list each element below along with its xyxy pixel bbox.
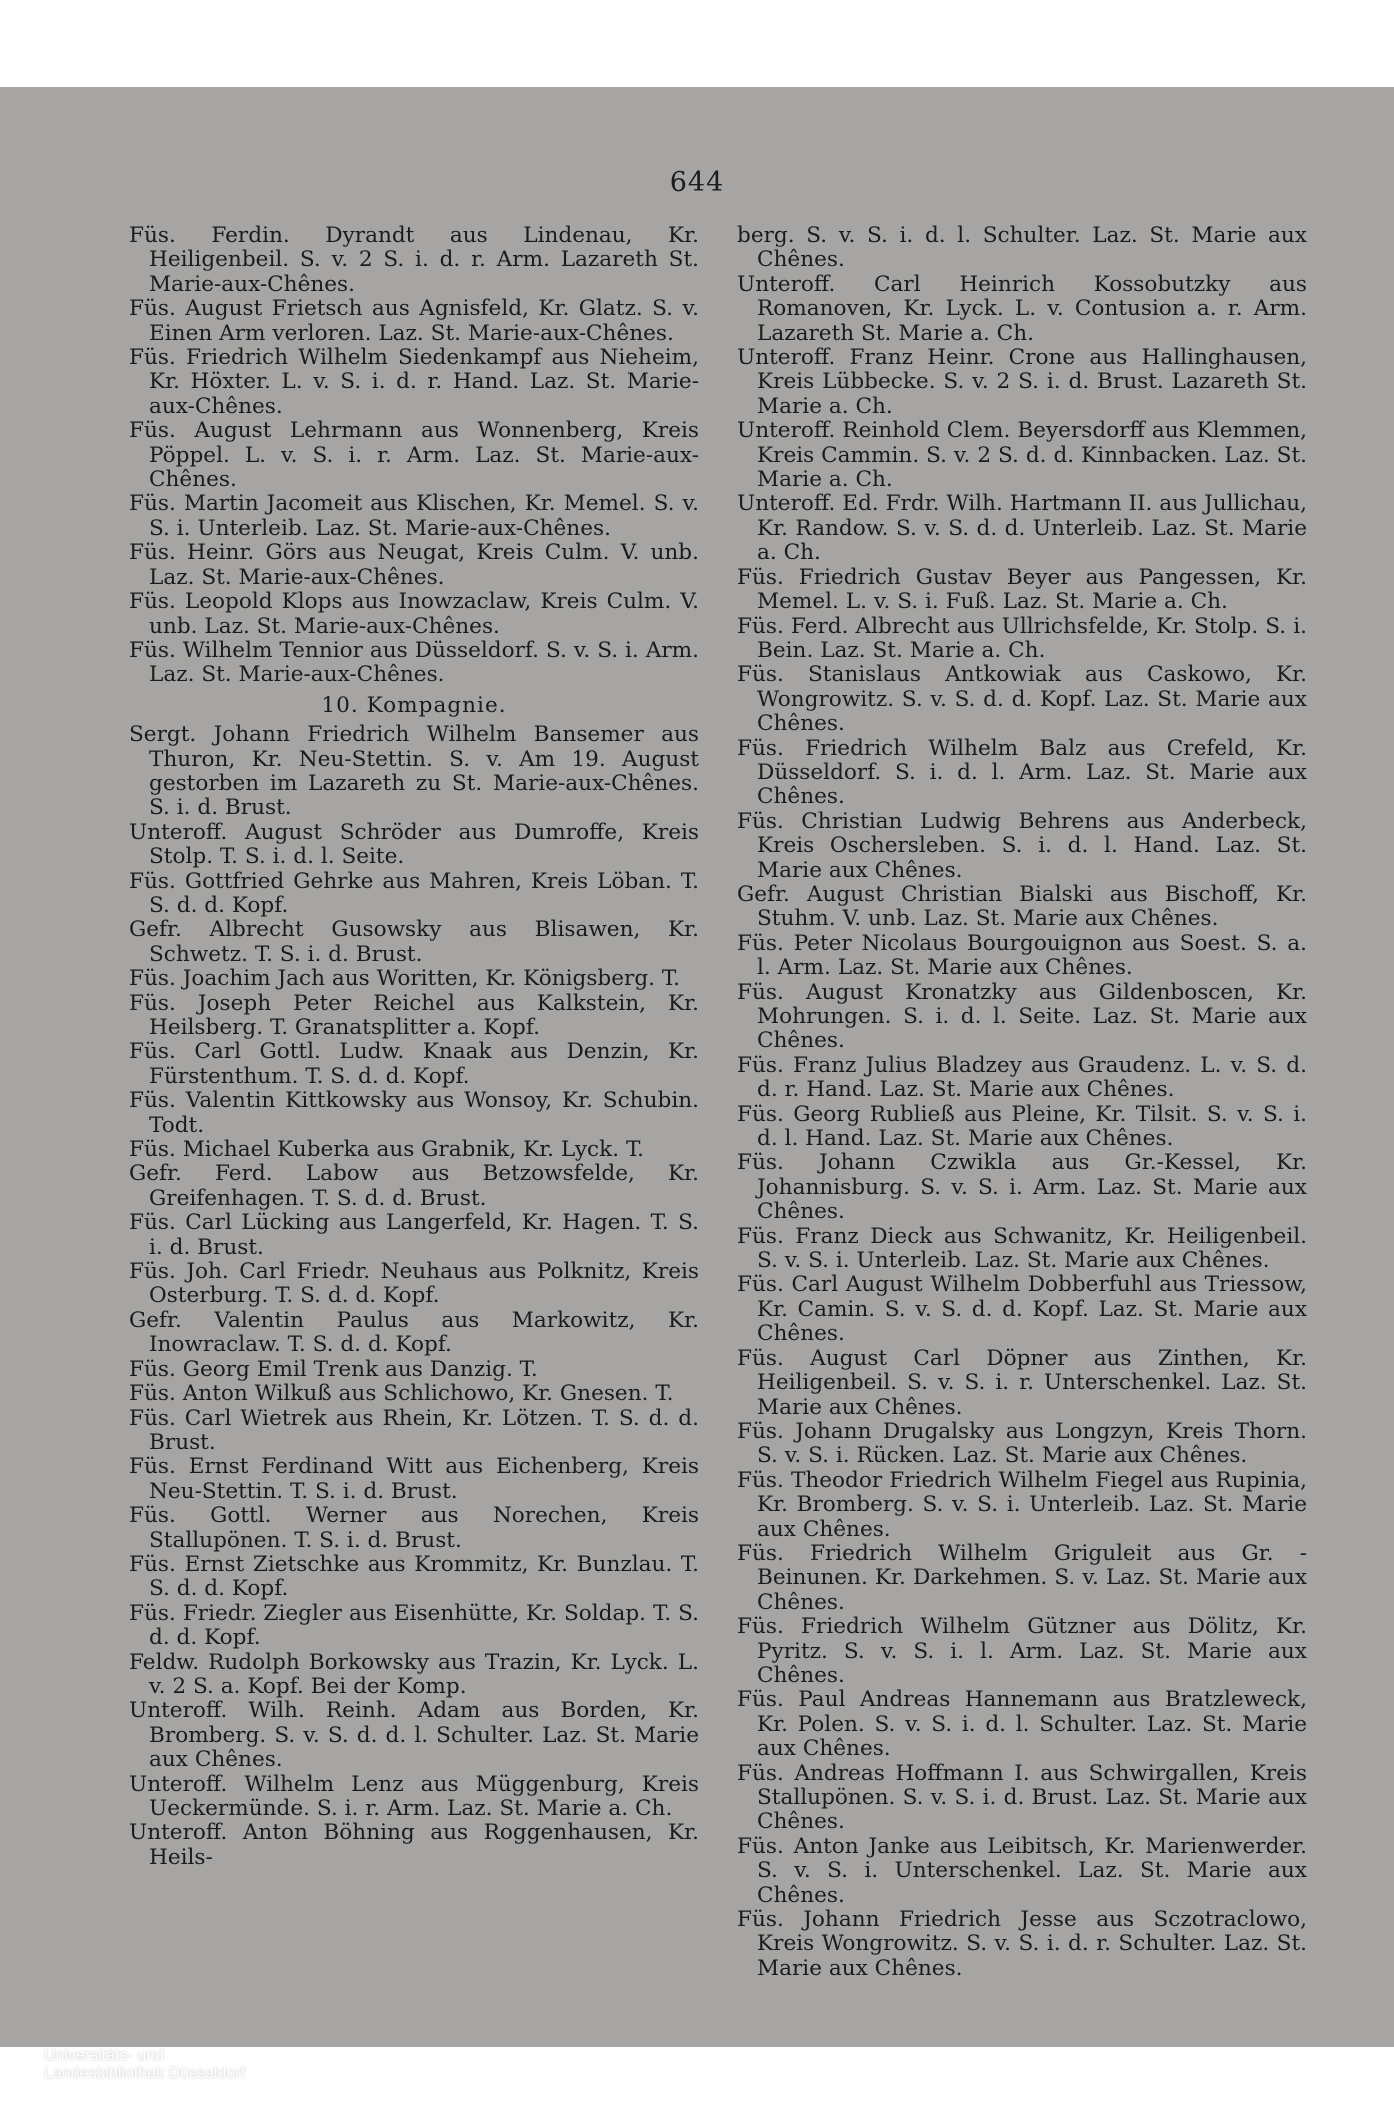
list-item: Füs. Friedr. Ziegler aus Eisenhütte, Kr. Soldap. T. S. d. d. Kopf. bbox=[129, 1600, 699, 1651]
list-item: Feldw. Rudolph Borkowsky aus Trazin, Kr. Lyck. L. v. 2 S. a. Kopf. Bei der Komp. bbox=[129, 1649, 699, 1699]
list-item: Füs. Friedrich Wilhelm Gützner aus Dölitz, Kr. Pyritz. S. v. S. i. l. Arm. Laz. St. Marie aux Chênes. bbox=[737, 1614, 1307, 1688]
list-item: Unteroff. Wilh. Reinh. Adam aus Borden, Kr. Bromberg. S. v. S. d. d. l. Schulter. Laz. St. Marie aux Chênes. bbox=[129, 1698, 699, 1773]
list-item: Füs. Carl Gottl. Ludw. Knaak aus Denzin, Kr. Fürstenthum. T. S. d. d. Kopf. bbox=[129, 1039, 699, 1089]
list-item: Sergt. Johann Friedrich Wilhelm Bansemer aus Thuron, Kr. Neu-Stettin. S. v. Am 19. August gestorben im Lazareth zu St. Marie-aux-Chênes. S. i. d. Brust. bbox=[129, 722, 699, 821]
list-item: Füs. Wilhelm Tennior aus Düsseldorf. S. v. S. i. Arm. Laz. St. Marie-aux-Chênes. bbox=[129, 637, 699, 688]
list-item: Füs. Carl August Wilhelm Dobberfuhl aus Triessow, Kr. Camin. S. v. S. d. d. Kopf. Laz. St. Marie aux Chênes. bbox=[737, 1272, 1307, 1347]
list-item: Unteroff. August Schröder aus Dumroffe, Kreis Stolp. T. S. i. d. l. Seite. bbox=[129, 819, 699, 870]
list-item: Füs. Georg Rubließ aus Pleine, Kr. Tilsit. S. v. S. i. d. l. Hand. Laz. St. Marie aux Chênes. bbox=[737, 1101, 1307, 1152]
list-item: Füs. Johann Czwikla aus Gr.-Kessel, Kr. Johannisburg. S. v. S. i. Arm. Laz. St. Marie aux Chênes. bbox=[737, 1150, 1307, 1225]
list-item: Füs. Leopold Klops aus Inowzaclaw, Kreis Culm. V. unb. Laz. St. Marie-aux-Chênes. bbox=[129, 589, 699, 639]
list-item: Füs. Martin Jacomeit aus Klischen, Kr. Memel. S. v. S. i. Unterleib. Laz. St. Marie-aux-Chênes. bbox=[129, 491, 699, 541]
list-item: Füs. Valentin Kittkowsky aus Wonsoy, Kr. Schubin. Todt. bbox=[129, 1088, 699, 1138]
list-item: Füs. Andreas Hoffmann I. aus Schwirgallen, Kreis Stallupönen. S. v. S. i. d. Brust. Laz. St. Marie aux Chênes. bbox=[737, 1760, 1307, 1835]
list-item: Gefr. Albrecht Gusowsky aus Blisawen, Kr. Schwetz. T. S. i. d. Brust. bbox=[129, 917, 699, 967]
list-item: Füs. Ferd. Albrecht aus Ullrichsfelde, Kr. Stolp. S. i. Bein. Laz. St. Marie a. Ch. bbox=[737, 613, 1307, 663]
list-item: Füs. Theodor Friedrich Wilhelm Fiegel aus Rupinia, Kr. Bromberg. S. v. S. i. Unterleib. Laz. St. Marie aux Chênes. bbox=[737, 1467, 1307, 1542]
list-item: Füs. Ernst Ferdinand Witt aus Eichenberg, Kreis Neu-Stettin. T. S. i. d. Brust. bbox=[129, 1454, 699, 1504]
list-item: Füs. Heinr. Görs aus Neugat, Kreis Culm. V. unb. Laz. St. Marie-aux-Chênes. bbox=[129, 540, 699, 590]
list-item: Füs. August Frietsch aus Agnisfeld, Kr. Glatz. S. v. Einen Arm verloren. Laz. St. Marie-aux-Chênes. bbox=[129, 296, 699, 346]
list-item: Füs. Peter Nicolaus Bourgouignon aus Soest. S. a. l. Arm. Laz. St. Marie aux Chênes. bbox=[737, 930, 1307, 981]
list-item: Füs. Paul Andreas Hannemann aus Bratzleweck, Kr. Polen. S. v. S. i. d. l. Schulter. Laz. St. Marie aux Chênes. bbox=[737, 1687, 1307, 1762]
list-item: Füs. Anton Janke aus Leibitsch, Kr. Marienwerder. S. v. S. i. Unterschenkel. Laz. St. Marie aux Chênes. bbox=[737, 1833, 1307, 1908]
list-item: berg. S. v. S. i. d. l. Schulter. Laz. St. Marie aux Chênes. bbox=[737, 223, 1307, 273]
list-item: Füs. Carl Wietrek aus Rhein, Kr. Lötzen. T. S. d. d. Brust. bbox=[129, 1405, 699, 1455]
list-item: Füs. Friedrich Gustav Beyer aus Pangessen, Kr. Memel. L. v. S. i. Fuß. Laz. St. Marie a. Ch. bbox=[737, 564, 1307, 615]
list-item: Füs. Christian Ludwig Behrens aus Anderbeck, Kreis Oschersleben. S. i. d. l. Hand. Laz. St. Marie aux Chênes. bbox=[737, 808, 1307, 883]
list-item: Unteroff. Reinhold Clem. Beyersdorff aus Klemmen, Kreis Cammin. S. v. 2 S. d. d. Kinnbacken. Laz. St. Marie a. Ch. bbox=[737, 418, 1307, 493]
list-item: Füs. Joseph Peter Reichel aus Kalkstein, Kr. Heilsberg. T. Granatsplitter a. Kopf. bbox=[129, 990, 699, 1040]
list-item: Gefr. Ferd. Labow aus Betzowsfelde, Kr. Greifenhagen. T. S. d. d. Brust. bbox=[129, 1161, 699, 1211]
page-number: 644 bbox=[669, 167, 725, 198]
list-item: Füs. Ferdin. Dyrandt aus Lindenau, Kr. Heiligenbeil. S. v. 2 S. i. d. r. Arm. Lazareth St. Marie-aux-Chênes. bbox=[129, 223, 699, 297]
watermark-line-1: Universitäts- und bbox=[44, 2047, 165, 2064]
list-item: Füs. Friedrich Wilhelm Balz aus Crefeld, Kr. Düsseldorf. S. i. d. l. Arm. Laz. St. Marie aux Chênes. bbox=[737, 735, 1307, 810]
list-item: Füs. Friedrich Wilhelm Grigulеit aus Gr. - Beinunen. Kr. Darkehmen. S. v. Laz. St. Marie aux Chênes. bbox=[737, 1540, 1307, 1615]
list-item: Füs. Michael Kuberka aus Grabnik, Kr. Lyck. T. bbox=[129, 1137, 645, 1163]
list-item: Füs. Franz Julius Bladzey aus Graudenz. L. v. S. d. d. r. Hand. Laz. St. Marie aux Chênes. bbox=[737, 1052, 1307, 1103]
watermark-text bbox=[44, 2047, 245, 2083]
list-item: Gefr. Valentin Paulus aus Markowitz, Kr. Inowraclaw. T. S. d. d. Kopf. bbox=[129, 1307, 699, 1358]
list-item: Unteroff. Franz Heinr. Crone aus Hallinghausen, Kreis Lübbecke. S. v. 2 S. i. d. Brust. Lazareth St. Marie a. Ch. bbox=[737, 345, 1307, 419]
list-item: Unteroff. Anton Böhning aus Roggenhausen, Kr. Heils- bbox=[129, 1820, 699, 1870]
list-item: Gefr. August Christian Bialski aus Bischoff, Kr. Stuhm. V. unb. Laz. St. Marie aux Chênes. bbox=[737, 881, 1307, 932]
library-logo-icon bbox=[2, 2047, 36, 2081]
list-item: Füs. Johann Friedrich Jesse aus Sczotraclowo, Kreis Wongrowitz. S. v. S. i. d. r. Schulter. Laz. St. Marie aux Chênes. bbox=[737, 1907, 1307, 1981]
list-item: Füs. Anton Wilkuß aus Schlichowo, Kr. Gnesen. T. bbox=[129, 1381, 674, 1407]
list-item: Füs. Franz Dieck aus Schwanitz, Kr. Heiligenbeil. S. v. S. i. Unterleib. Laz. St. Marie aux Chênes. bbox=[737, 1223, 1307, 1274]
list-item: Füs. Gottfried Gehrke aus Mahren, Kreis Löban. T. S. d. d. Kopf. bbox=[129, 868, 699, 918]
list-item: Füs. Joachim Jach aus Woritten, Kr. Königsberg. T. bbox=[129, 966, 680, 992]
scanned-page bbox=[0, 87, 1394, 2082]
list-item: Füs. August Lehrmann aus Wonnenberg, Kreis Pöppel. L. v. S. i. r. Arm. Laz. St. Marie-aux-Chênes. bbox=[129, 418, 699, 493]
list-item: Füs. Carl Lücking aus Langerfeld, Kr. Hagen. T. S. i. d. Brust. bbox=[129, 1210, 699, 1260]
list-item: Füs. Johann Drugalsky aus Longzyn, Kreis Thorn. S. v. S. i. Rücken. Laz. St. Marie aux Chênes. bbox=[737, 1418, 1307, 1469]
list-item: Unteroff. Wilhelm Lenz aus Müggenburg, Kreis Ueckermünde. S. i. r. Arm. Laz. St. Marie a. Ch. bbox=[129, 1771, 699, 1821]
list-item: Unteroff. Carl Heinrich Kossobutzky aus Romanoven, Kr. Lyck. L. v. Contusion a. r. Arm. Lazareth St. Marie a. Ch. bbox=[737, 271, 1307, 346]
list-item: Füs. Joh. Carl Friedr. Neuhaus aus Polknitz, Kreis Osterburg. T. S. d. d. Kopf. bbox=[129, 1259, 699, 1309]
library-watermark bbox=[0, 2047, 270, 2091]
list-item: Füs. Georg Emil Trenk aus Danzig. T. bbox=[129, 1356, 538, 1382]
list-item: Füs. Stanislaus Antkowiak aus Caskowo, Kr. Wongrowitz. S. v. S. d. d. Kopf. Laz. St. Marie aux Chênes. bbox=[737, 662, 1307, 737]
watermark-line-2: Landesbibliothek Düsseldorf bbox=[44, 2065, 246, 2082]
list-item: Füs. Gottl. Werner aus Norechen, Kreis Stallupönen. T. S. i. d. Brust. bbox=[129, 1503, 699, 1553]
list-item: Unteroff. Ed. Frdr. Wilh. Hartmann II. aus Jullichau, Kr. Randow. S. v. S. d. d. Unterleib. Laz. St. Marie a. Ch. bbox=[737, 491, 1307, 566]
list-item: Füs. August Kronatzky aus Gildenboscen, Kr. Mohrungen. S. i. d. l. Seite. Laz. St. Marie aux Chênes. bbox=[737, 979, 1307, 1054]
section-heading: 10. Kompagnie. bbox=[321, 692, 507, 718]
list-item: Füs. August Carl Döpner aus Zinthen, Kr. Heiligenbeil. S. v. S. i. r. Unterschenkel. Laz. St. Marie aux Chênes. bbox=[737, 1345, 1307, 1420]
list-item: Füs. Friedrich Wilhelm Siedenkampf aus Nieheim, Kr. Höxter. L. v. S. i. d. r. Hand. Laz. St. Marie-aux-Chênes. bbox=[129, 345, 699, 419]
list-item: Füs. Ernst Zietschke aus Krommitz, Kr. Bunzlau. T. S. d. d. Kopf. bbox=[129, 1551, 699, 1602]
right-column bbox=[737, 224, 1307, 1981]
left-column bbox=[129, 224, 699, 1870]
